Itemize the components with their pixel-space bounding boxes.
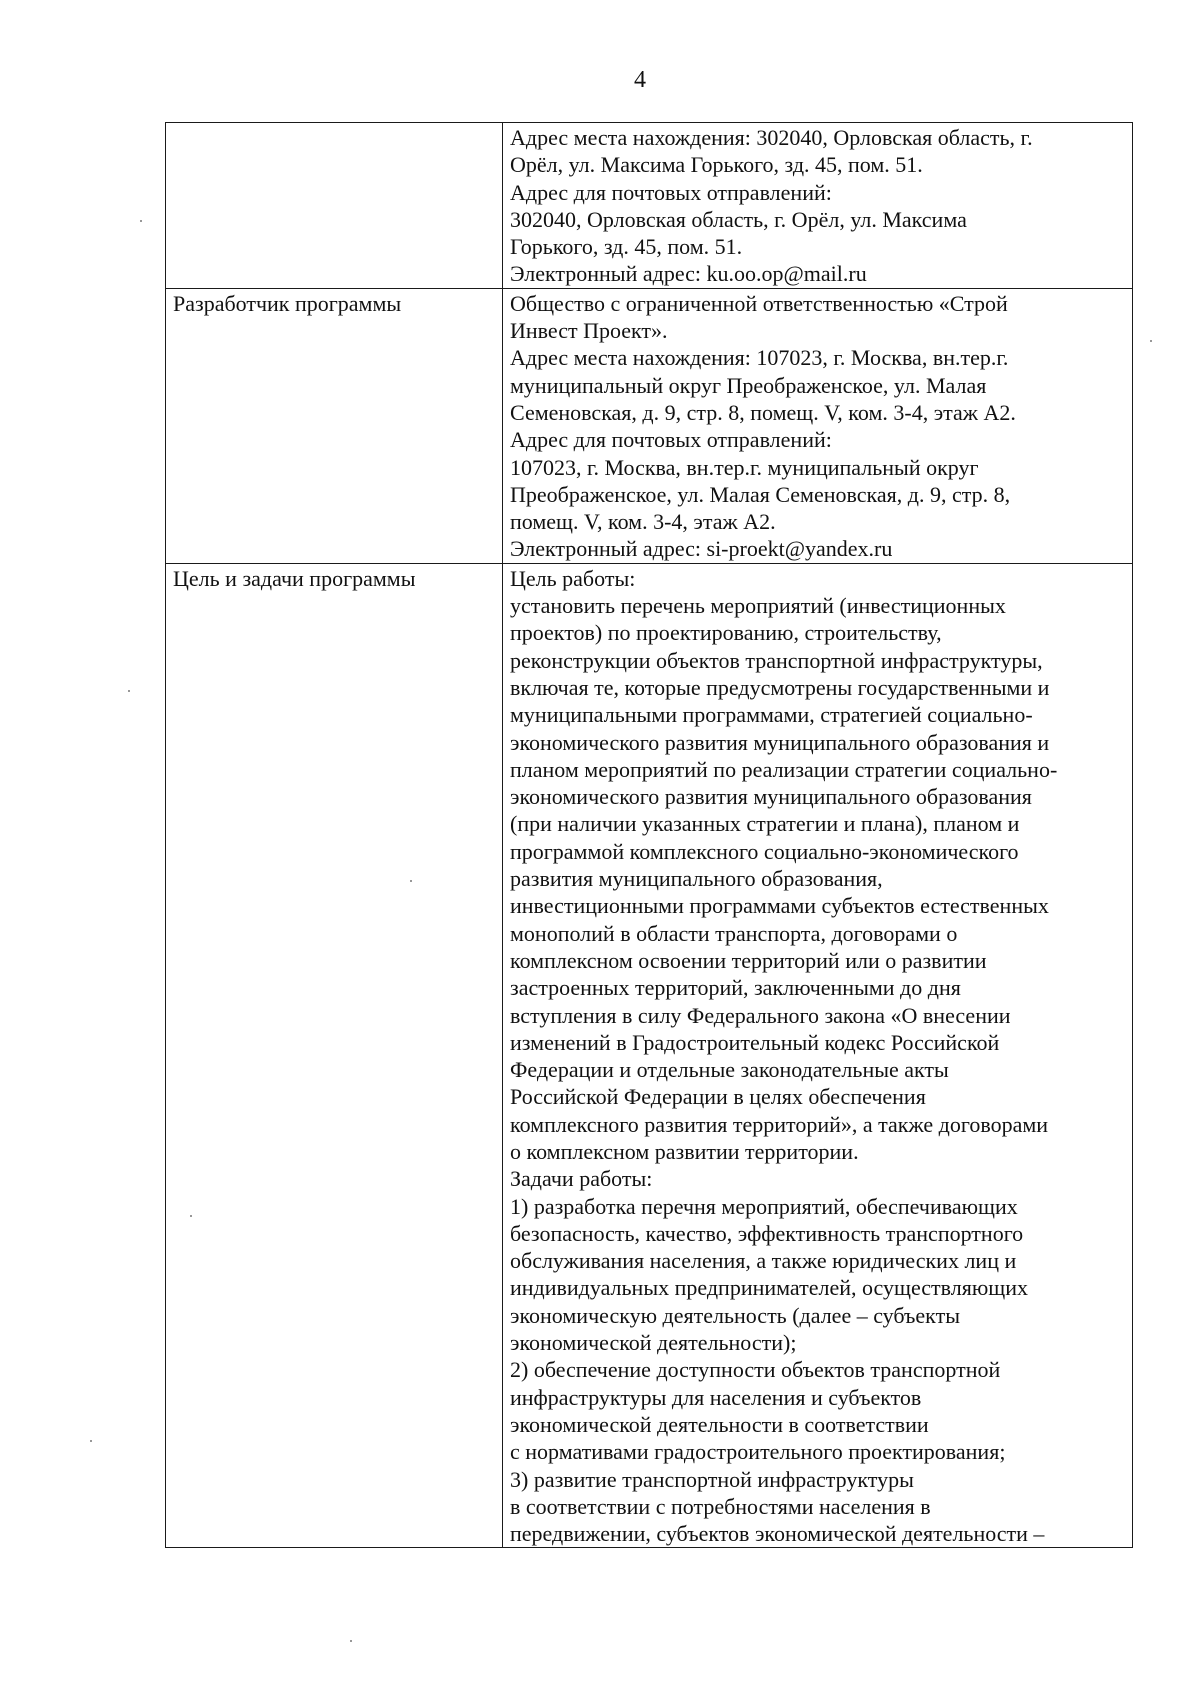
text-line: застроенных территорий, заключенными до дня: [510, 975, 961, 1001]
text-line: муниципальный округ Преображенское, ул. Малая: [510, 372, 987, 398]
text-line: Электронный адрес: si-proekt@yandex.ru: [510, 536, 893, 562]
text-line: монополий в области транспорта, договорами о: [510, 920, 958, 946]
text-line: безопасность, качество, эффективность транспортного: [510, 1220, 1024, 1246]
text-line: о комплексном развитии территории.: [510, 1138, 859, 1164]
text-line: вступления в силу Федерального закона «О внесении: [510, 1002, 1011, 1028]
text-line: Преображенское, ул. Малая Семеновская, д. 9, стр. 8,: [510, 481, 1011, 507]
text-line: комплексном освоении территорий или о развитии: [510, 947, 987, 973]
scan-speck: [410, 880, 412, 882]
row-label: [166, 123, 502, 124]
table-row: [166, 288, 1133, 563]
text-line: Электронный адрес: ku.oo.op@mail.ru: [510, 261, 867, 287]
text-line: изменений в Градостроительный кодекс Российской: [510, 1029, 1000, 1055]
scan-speck: [140, 220, 142, 222]
table-row: [166, 563, 1133, 1548]
text-line: проектов) по проектированию, строительству,: [510, 620, 942, 646]
page-number: 4: [634, 67, 646, 93]
scan-speck: [90, 1440, 92, 1442]
scan-speck: [190, 1215, 192, 1217]
text-line: инвестиционными программами субъектов естественных: [510, 893, 1049, 919]
text-line: включая те, которые предусмотрены государственными и: [510, 674, 1050, 700]
text-line: Адрес места нахождения: 107023, г. Москва, вн.тер.г.: [510, 345, 1009, 371]
text-line: Орёл, ул. Максима Горького, зд. 45, пом. 51.: [510, 152, 923, 178]
row-value: [503, 123, 1132, 288]
text-line: экономического развития муниципального образования: [510, 784, 1032, 810]
text-line: 302040, Орловская область, г. Орёл, ул. Максима: [510, 206, 967, 232]
text-line: обслуживания населения, а также юридических лиц и: [510, 1248, 1017, 1274]
text-line: 3) развитие транспортной инфраструктуры: [510, 1466, 914, 1492]
row-label: Разработчик программы: [173, 290, 402, 316]
text-line: экономической деятельности);: [510, 1330, 797, 1356]
text-line: экономической деятельности в соответствии: [510, 1411, 929, 1437]
text-line: Адрес места нахождения: 302040, Орловская область, г.: [510, 125, 1033, 150]
value-cell: [503, 288, 1133, 563]
text-line: программой комплексного социально-экономического: [510, 838, 1019, 864]
scan-speck: [350, 1640, 352, 1642]
scan-speck: [128, 690, 130, 692]
text-line: Горького, зд. 45, пом. 51.: [510, 234, 743, 260]
text-line: с нормативами градостроительного проектирования;: [510, 1439, 1006, 1465]
text-line: Цель работы:: [510, 565, 636, 591]
value-cell: [503, 563, 1133, 1548]
text-line: Задачи работы:: [510, 1166, 653, 1192]
text-line: Адрес для почтовых отправлений:: [510, 427, 832, 453]
text-line: Российской Федерации в целях обеспечения: [510, 1084, 926, 1110]
text-line: комплексного развития территорий», а также договорами: [510, 1111, 1049, 1137]
text-line: установить перечень мероприятий (инвестиционных: [510, 593, 1006, 619]
label-cell: [166, 563, 503, 1548]
text-line: Федерации и отдельные законодательные акты: [510, 1057, 949, 1083]
text-line: Адрес для почтовых отправлений:: [510, 179, 832, 205]
text-line: экономического развития муниципального образования и: [510, 729, 1050, 755]
text-line: в соответствии с потребностями населения в: [510, 1493, 931, 1519]
row-value: [503, 289, 1132, 563]
text-line: (при наличии указанных стратегии и плана), планом и: [510, 811, 1020, 837]
text-line: Инвест Проект».: [510, 318, 668, 344]
label-cell: [166, 123, 503, 289]
row-value: [503, 564, 1132, 1548]
text-line: Общество с ограниченной ответственностью «Строй: [510, 290, 1008, 316]
text-line: экономическую деятельность (далее – субъекты: [510, 1302, 960, 1328]
program-passport-table: [165, 122, 1133, 1548]
text-line: помещ. V, ком. 3-4, этаж А2.: [510, 509, 776, 535]
text-line: муниципальными программами, стратегией социально-: [510, 702, 1033, 728]
text-line: 1) разработка перечня мероприятий, обеспечивающих: [510, 1193, 1018, 1219]
label-cell: [166, 288, 503, 563]
text-line: инфраструктуры для населения и субъектов: [510, 1384, 922, 1410]
text-line: Семеновская, д. 9, стр. 8, помещ. V, ком. 3-4, этаж А2.: [510, 399, 1016, 425]
text-line: развития муниципального образования,: [510, 866, 883, 892]
text-line: планом мероприятий по реализации стратегии социально-: [510, 756, 1058, 782]
table-row: [166, 123, 1133, 289]
text-line: передвижении, субъектов экономической деятельности –: [510, 1521, 1045, 1547]
text-line: реконструкции объектов транспортной инфраструктуры,: [510, 647, 1043, 673]
value-cell: [503, 123, 1133, 289]
text-line: 107023, г. Москва, вн.тер.г. муниципальный округ: [510, 454, 979, 480]
text-line: индивидуальных предпринимателей, осуществляющих: [510, 1275, 1028, 1301]
text-line: 2) обеспечение доступности объектов транспортной: [510, 1357, 1001, 1383]
scan-speck: [1150, 340, 1152, 342]
row-label: Цель и задачи программы: [173, 565, 416, 591]
